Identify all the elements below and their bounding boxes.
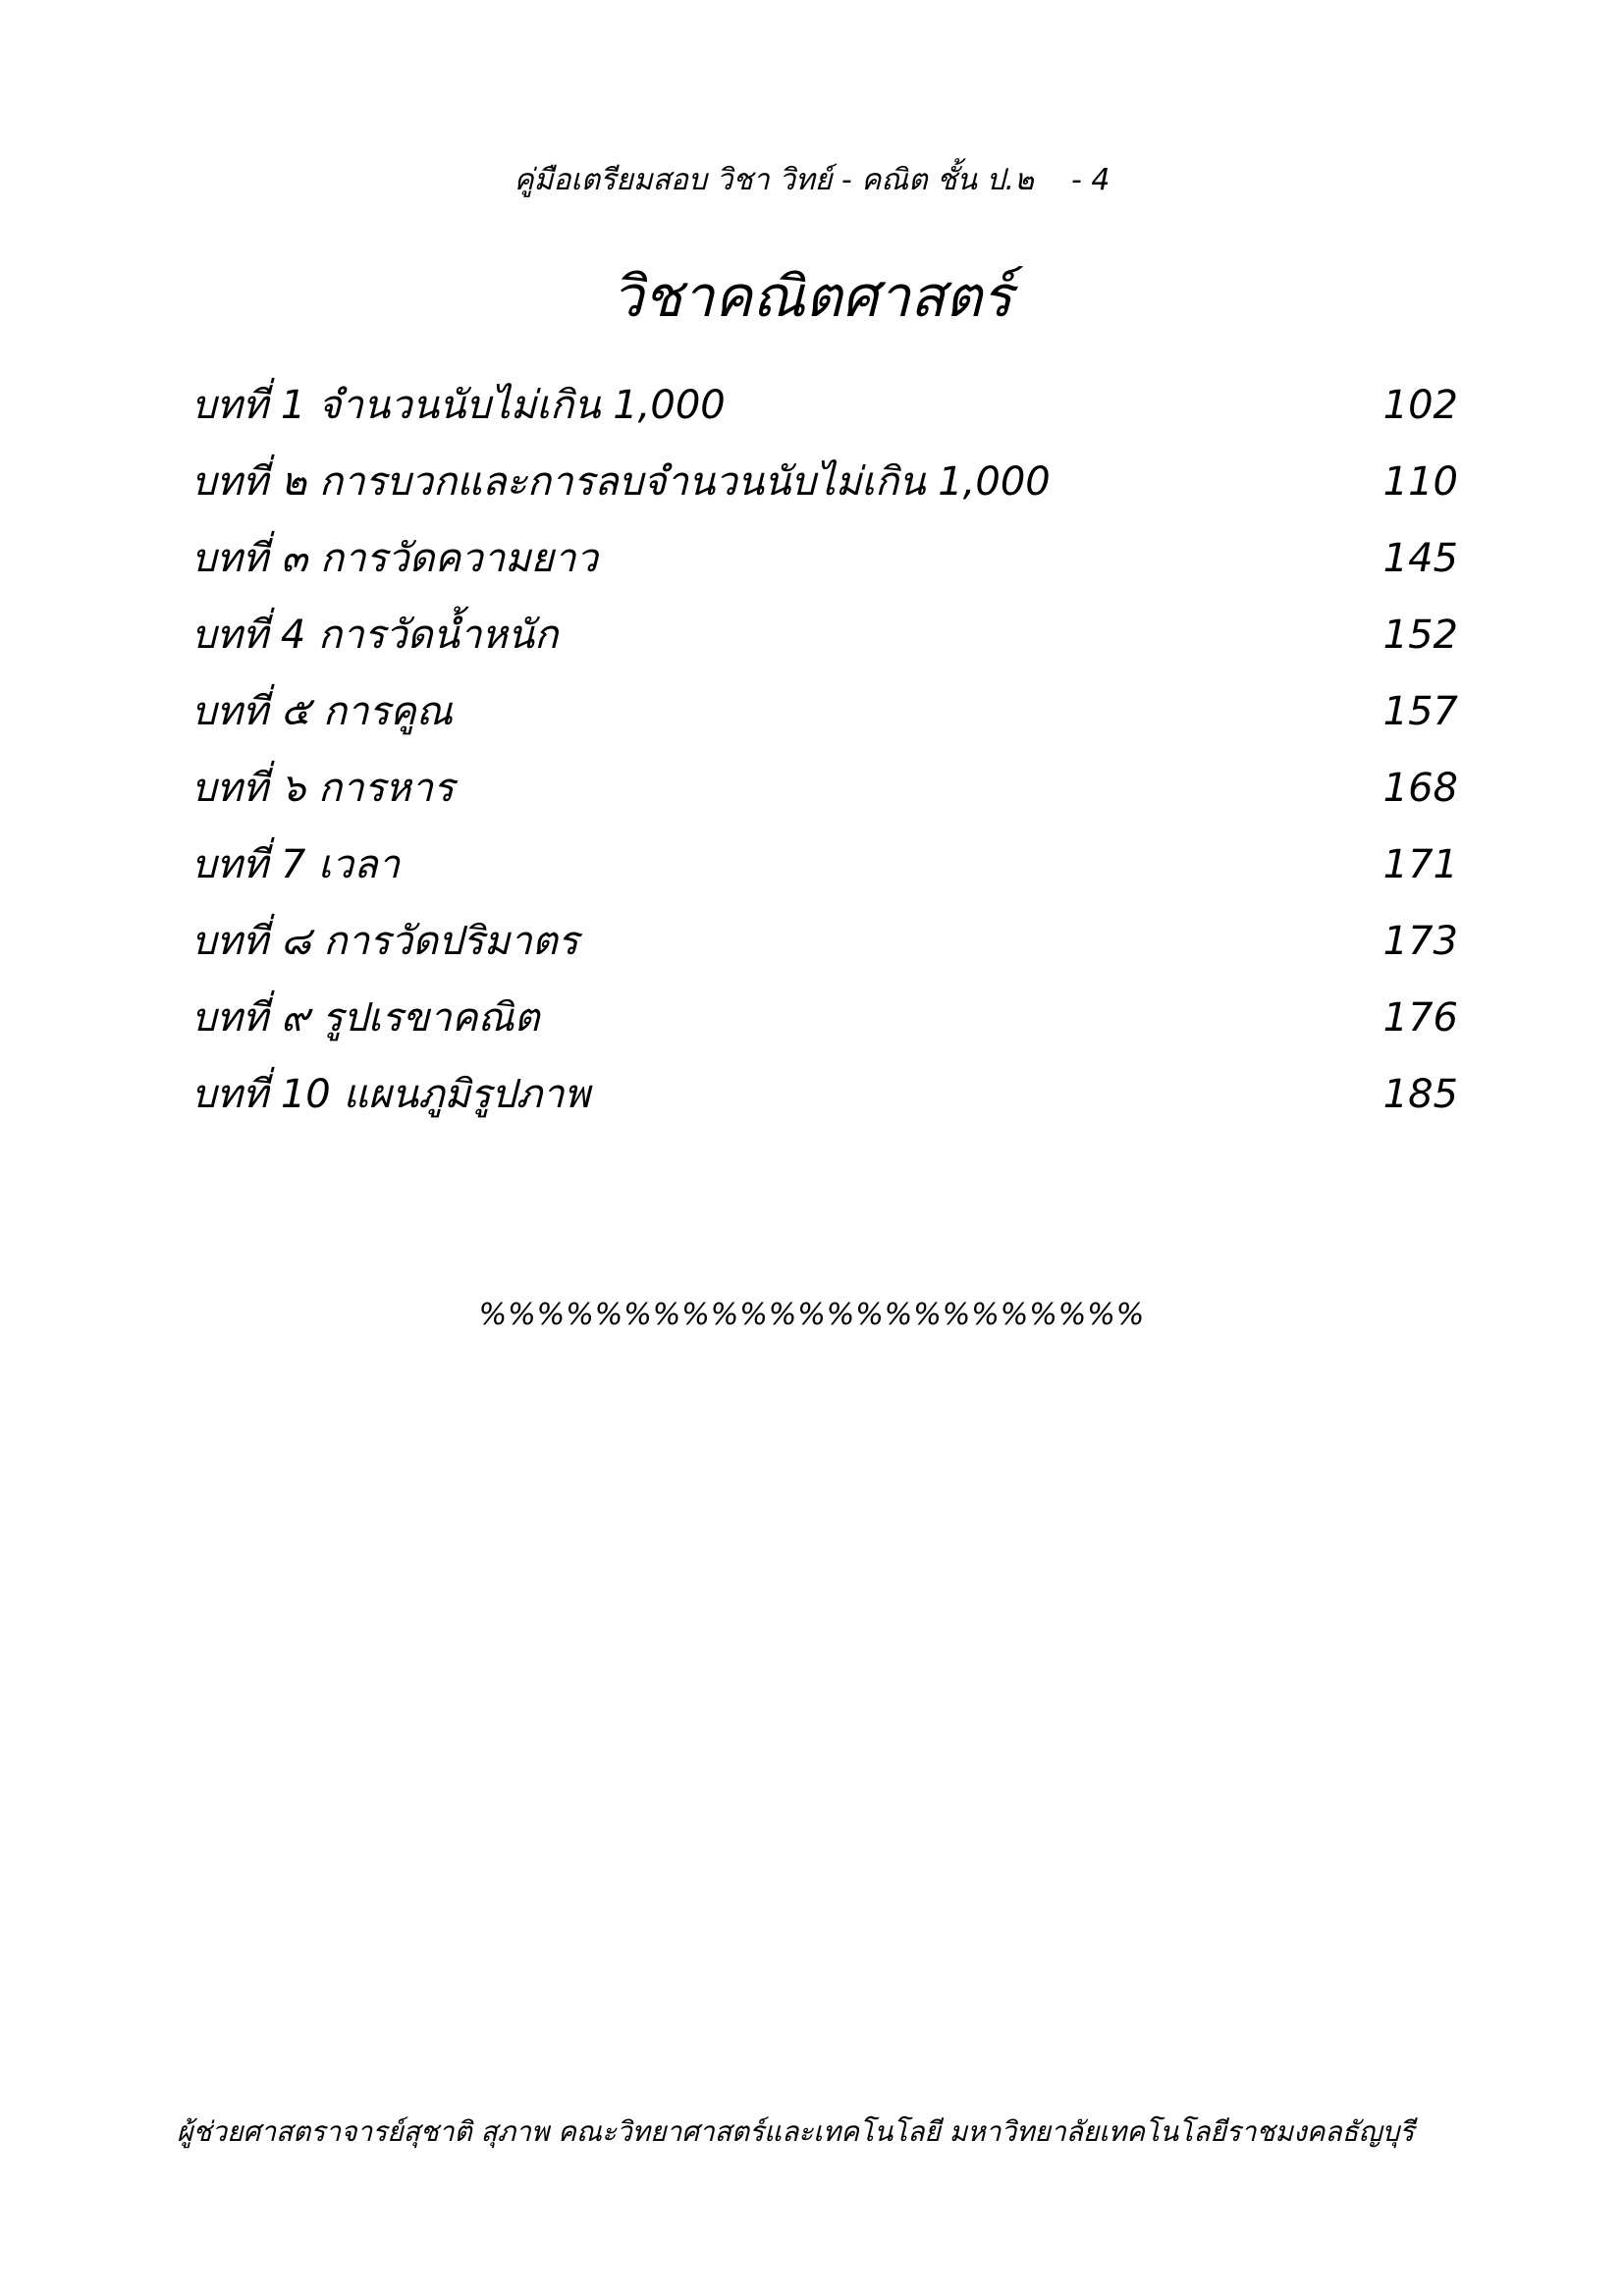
toc-chapter-title: บทที่ ๘ การวัดปริมาตร xyxy=(191,919,579,964)
toc-row xyxy=(191,756,1458,832)
toc-chapter-title: บทที่ ๕ การคูณ xyxy=(191,689,453,734)
toc-chapter-title: บทที่ ๓ การวัดความยาว xyxy=(191,536,598,581)
toc-row xyxy=(191,526,1458,603)
toc-row xyxy=(191,373,1458,450)
toc-row xyxy=(191,603,1458,679)
toc-page-number: 185 xyxy=(1382,1072,1458,1117)
toc-chapter-title: บทที่ ๖ การหาร xyxy=(191,766,455,811)
toc-chapter-title: บทที่ 1 จำนวนนับไม่เกิน 1,000 xyxy=(191,383,726,428)
toc-row xyxy=(191,832,1458,909)
toc-chapter-title: บทที่ ๙ รูปเรขาคณิต xyxy=(191,995,540,1041)
toc-page-number: 102 xyxy=(1382,383,1458,428)
toc-row xyxy=(191,679,1458,756)
toc-page-number: 110 xyxy=(1382,459,1458,505)
toc-page-number: 157 xyxy=(1382,689,1458,734)
toc-row xyxy=(191,986,1458,1062)
toc-chapter-title: บทที่ ๒ การบวกและการลบจำนวนนับไม่เกิน 1,000 xyxy=(191,459,1051,505)
toc-page-number: 173 xyxy=(1382,919,1458,964)
toc-page-number: 152 xyxy=(1382,613,1458,658)
toc-chapter-title: บทที่ 10 แผนภูมิรูปภาพ xyxy=(191,1072,590,1117)
section-separator: %%%%%%%%%%%%%%%%%%%%%%% xyxy=(478,1298,1146,1332)
toc-page-number: 171 xyxy=(1382,842,1458,887)
toc-row xyxy=(191,1062,1458,1139)
toc-page-number: 168 xyxy=(1382,766,1458,811)
toc-row xyxy=(191,909,1458,986)
table-of-contents xyxy=(191,373,1458,1139)
toc-page-number: 176 xyxy=(1382,995,1458,1041)
page-footer: ผู้ช่วยศาสตราจารย์สุชาติ สุภาพ คณะวิทยาศาสตร์และเทคโนโลยี มหาวิทยาลัยเทคโนโลยีราชมงคลธัญบุรี xyxy=(177,2115,1415,2148)
running-header: คู่มือเตรียมสอบ วิชา วิทย์ - คณิต ชั้น ป.๒ - 4 xyxy=(514,163,1110,197)
toc-chapter-title: บทที่ 7 เวลา xyxy=(191,842,401,887)
toc-page-number: 145 xyxy=(1382,536,1458,581)
toc-row xyxy=(191,450,1458,526)
page-title: วิชาคณิตศาสตร์ xyxy=(611,263,1013,330)
toc-chapter-title: บทที่ 4 การวัดน้ำหนัก xyxy=(191,613,559,658)
